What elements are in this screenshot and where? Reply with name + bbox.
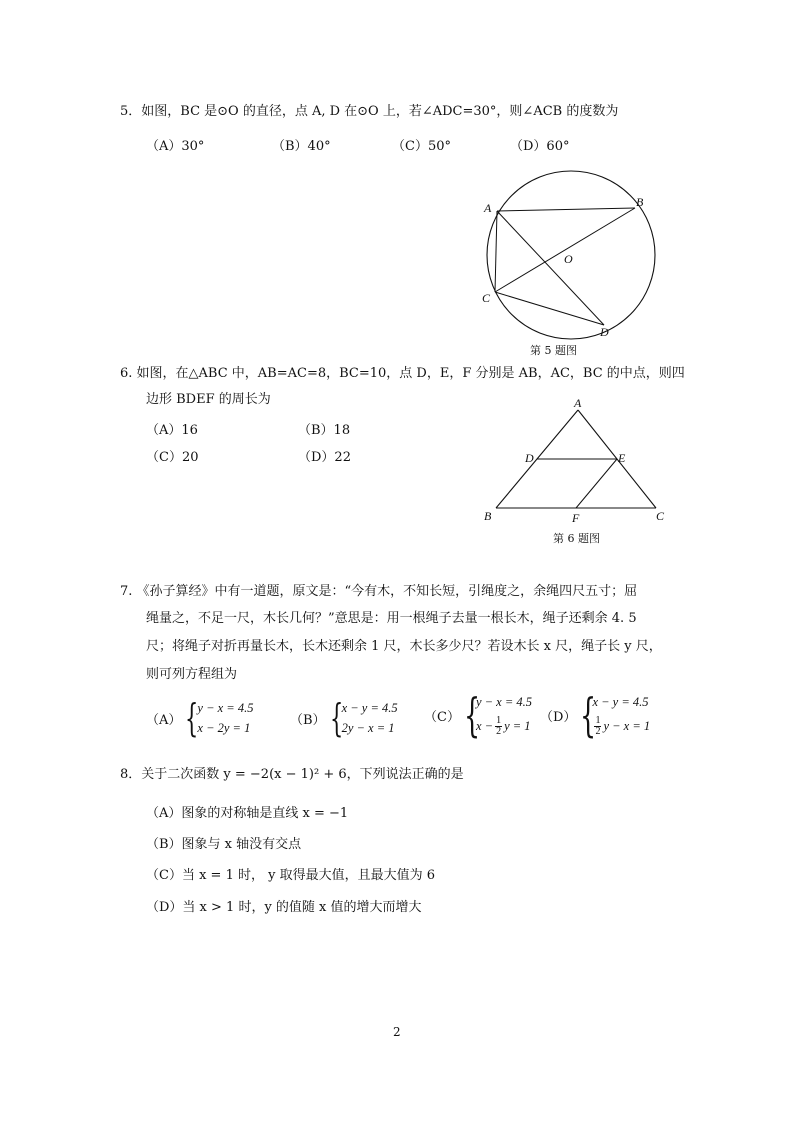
- label-a: A: [574, 396, 582, 410]
- q5-option-c: （C）50°: [392, 139, 451, 154]
- fraction-denominator: 2: [595, 725, 601, 737]
- label-e: E: [618, 451, 626, 465]
- q7-option-a-eq1: y − x = 4.5: [197, 701, 254, 715]
- q7-option-c-eq2-post: y = 1: [504, 719, 531, 733]
- page-number: 2: [393, 1025, 401, 1039]
- chord-cd: [495, 292, 604, 325]
- q7-option-d-eq2-post: y − x = 1: [603, 719, 651, 733]
- q7-option-a: [146, 698, 253, 738]
- label-c: C: [482, 291, 491, 305]
- q5-stem: 5．如图，BC 是⊙O 的直径，点 A, D 在⊙O 上，若∠ADC=30°，则∠ACB 的度数为: [120, 104, 619, 119]
- q7-option-c-label: （C）: [424, 709, 460, 725]
- q8-stem: 8．关于二次函数 y = −2(x − 1)² + 6，下列说法正确的是: [120, 767, 464, 782]
- q7-option-b-eq1: x − y = 4.5: [341, 701, 398, 715]
- q7-option-a-eq2: x − 2y = 1: [197, 721, 251, 735]
- q5-option-a: （A）30°: [146, 139, 205, 154]
- q5-circle-figure: [478, 168, 668, 348]
- q6-triangle-figure: [480, 396, 670, 530]
- q7-stem-line1: 7. 《孙子算经》中有一道题，原文是：“今有木，不知长短，引绳度之，余绳四尺五寸；屈: [120, 584, 638, 599]
- q7-option-d-label: （D）: [540, 709, 577, 725]
- q6-option-c: （C）20: [146, 450, 199, 465]
- chord-ac: [495, 211, 497, 292]
- q6-stem-line2: 边形 BDEF 的周长为: [146, 392, 271, 407]
- label-d: D: [600, 325, 609, 339]
- q7-option-c-eq2: [476, 713, 532, 739]
- q7-option-d: [540, 688, 651, 742]
- fraction: [495, 716, 502, 737]
- left-brace-icon: {: [329, 696, 343, 740]
- label-o: O: [564, 252, 573, 266]
- left-brace-icon: {: [463, 688, 481, 742]
- q6-option-b: （B）18: [298, 423, 351, 438]
- label-a: A: [484, 201, 492, 215]
- q8-option-c: （C）当 x = 1 时， y 取得最大值，且最大值为 6: [146, 868, 435, 883]
- label-c: C: [656, 509, 665, 523]
- segment-ef: [576, 459, 617, 508]
- q7-stem-line4: 则可列方程组为: [146, 667, 238, 682]
- q7-stem-line2: 绳量之，不足一尺，木长几何？”意思是：用一根绳子去量一根长木，绳子还剩余 4. 5: [146, 611, 637, 626]
- q8-option-a: （A）图象的对称轴是直线 x = −1: [146, 806, 349, 821]
- q7-option-a-label: （A）: [146, 712, 182, 728]
- fraction-denominator: 2: [496, 725, 502, 737]
- fraction-numerator: 1: [595, 714, 601, 726]
- q7-option-b: [290, 698, 398, 738]
- label-d: D: [525, 451, 534, 465]
- q7-option-d-eq1: x − y = 4.5: [592, 695, 649, 709]
- left-brace-icon: {: [185, 696, 199, 740]
- chord-ad: [497, 211, 604, 325]
- q7-option-c: [424, 688, 533, 742]
- diameter-bc: [495, 208, 635, 292]
- q7-option-d-eq2: [592, 713, 650, 739]
- chord-ab: [497, 208, 635, 211]
- q6-option-d: （D）22: [298, 450, 351, 465]
- q5-option-d: （D）60°: [510, 139, 570, 154]
- label-b: B: [636, 195, 644, 209]
- q7-option-b-label: （B）: [290, 712, 326, 728]
- q6-stem-line1: 6. 如图，在△ABC 中，AB=AC=8，BC=10，点 D，E，F 分别是 AB，AC，BC 的中点，则四: [120, 366, 685, 381]
- q5-option-b: （B）40°: [272, 139, 331, 154]
- q7-option-c-eq1: y − x = 4.5: [475, 695, 533, 709]
- q8-option-b: （B）图象与 x 轴没有交点: [146, 837, 302, 852]
- label-b: B: [484, 509, 492, 523]
- label-f: F: [572, 511, 580, 525]
- fraction-numerator: 1: [496, 714, 502, 726]
- q7-option-c-eq2-pre: x −: [475, 719, 494, 733]
- q7-option-b-eq2: 2y − x = 1: [341, 721, 395, 735]
- q7-stem-line3: 尺；将绳子对折再量长木，长木还剩余 1 尺，木长多少尺？若设木长 x 尺，绳子长 y 尺，: [146, 639, 662, 654]
- q6-caption: 第 6 题图: [553, 532, 600, 545]
- q6-option-a: （A）16: [146, 423, 198, 438]
- q8-option-d: （D）当 x > 1 时，y 的值随 x 值的增大而增大: [146, 900, 422, 915]
- left-brace-icon: {: [580, 688, 597, 742]
- q5-caption: 第 5 题图: [530, 344, 577, 357]
